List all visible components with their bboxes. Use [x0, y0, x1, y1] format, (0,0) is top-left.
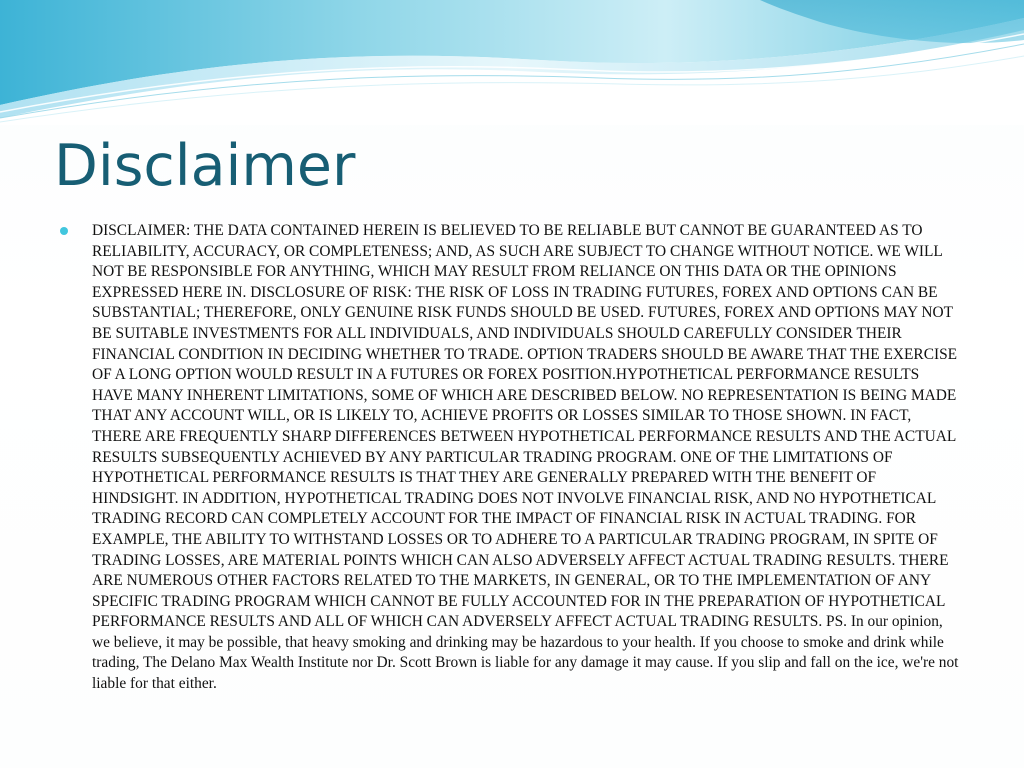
disclaimer-text: DISCLAIMER: THE DATA CONTAINED HEREIN IS BELIEVED TO BE RELIABLE BUT CANNOT BE GUARANTEED AS TO RELIABILITY, ACCURACY, OR COMPLETENESS; AND, AS SUCH ARE SUBJECT TO CHANGE WITHOUT NOTICE. WE WILL NOT BE RESPONSIBLE FOR ANYTHING, WHICH MAY RESULT FROM RELIANCE ON THIS DATA OR THE OPINIONS EXPRESSED HERE IN. DISCLOSURE OF RISK: THE RISK OF LOSS IN TRADING FUTURES, FOREX AND OPTIONS CAN BE SUBSTANTIAL; THEREFORE, ONLY GENUINE RISK FUNDS SHOULD BE USED. FUTURES, FOREX AND OPTIONS MAY NOT BE SUITABLE INVESTMENTS FOR ALL INDIVIDUALS, AND INDIVIDUALS SHOULD CAREFULLY CONSIDER THEIR FINANCIAL CONDITION IN DECIDING WHETHER TO TRADE. OPTION TRADERS SHOULD BE AWARE THAT THE EXERCISE OF A LONG OPTION WOULD RESULT IN A FUTURES OR FOREX POSITION.HYPOTHETICAL PERFORMANCE RESULTS HAVE MANY INHERENT LIMITATIONS, SOME OF WHICH ARE DESCRIBED BELOW. NO REPRESENTATION IS BEING MADE THAT ANY ACCOUNT WILL, OR IS LIKELY TO, ACHIEVE PROFITS OR LOSSES SIMILAR TO THOSE SHOWN. IN FACT, THERE ARE FREQUENTLY SHARP DIFFERENCES BETWEEN HYPOTHETICAL PERFORMANCE RESULTS AND THE ACTUAL RESULTS SUBSEQUENTLY ACHIEVED BY ANY PARTICULAR TRADING PROGRAM. ONE OF THE LIMITATIONS OF HYPOTHETICAL PERFORMANCE RESULTS IS THAT THEY ARE GENERALLY PREPARED WITH THE BENEFIT OF HINDSIGHT. IN ADDITION, HYPOTHETICAL TRADING DOES NOT INVOLVE FINANCIAL RISK, AND NO HYPOTHETICAL TRADING RECORD CAN COMPLETELY ACCOUNT FOR THE IMPACT OF FINANCIAL RISK IN ACTUAL TRADING. FOR EXAMPLE, THE ABILITY TO WITHSTAND LOSSES OR TO ADHERE TO A PARTICULAR TRADING PROGRAM, IN SPITE OF TRADING LOSSES, ARE MATERIAL POINTS WHICH CAN ALSO ADVERSELY AFFECT ACTUAL TRADING RESULTS. THERE ARE NUMEROUS OTHER FACTORS RELATED TO THE MARKETS, IN GENERAL, OR TO THE IMPLEMENTATION OF ANY SPECIFIC TRADING PROGRAM WHICH CANNOT BE FULLY ACCOUNTED FOR IN THE PREPARATION OF HYPOTHETICAL PERFORMANCE RESULTS AND ALL OF WHICH CAN ADVERSELY AFFECT ACTUAL TRADING RESULTS. PS. In our opinion, we believe, it may be possible, that heavy smoking and drinking may be hazardous to your health. If you choose to smoke and drink while trading, The Delano Max Wealth Institute nor Dr. Scott Brown is liable for any damage it may cause. If you slip and fall on the ice, we're not liable for that either.	[92, 222, 959, 693]
list-item	[60, 221, 960, 695]
bullet-dot-icon	[60, 227, 68, 235]
bullet-list	[60, 221, 960, 695]
wave-header-decoration	[0, 0, 1024, 125]
slide-title: Disclaimer	[54, 133, 356, 199]
